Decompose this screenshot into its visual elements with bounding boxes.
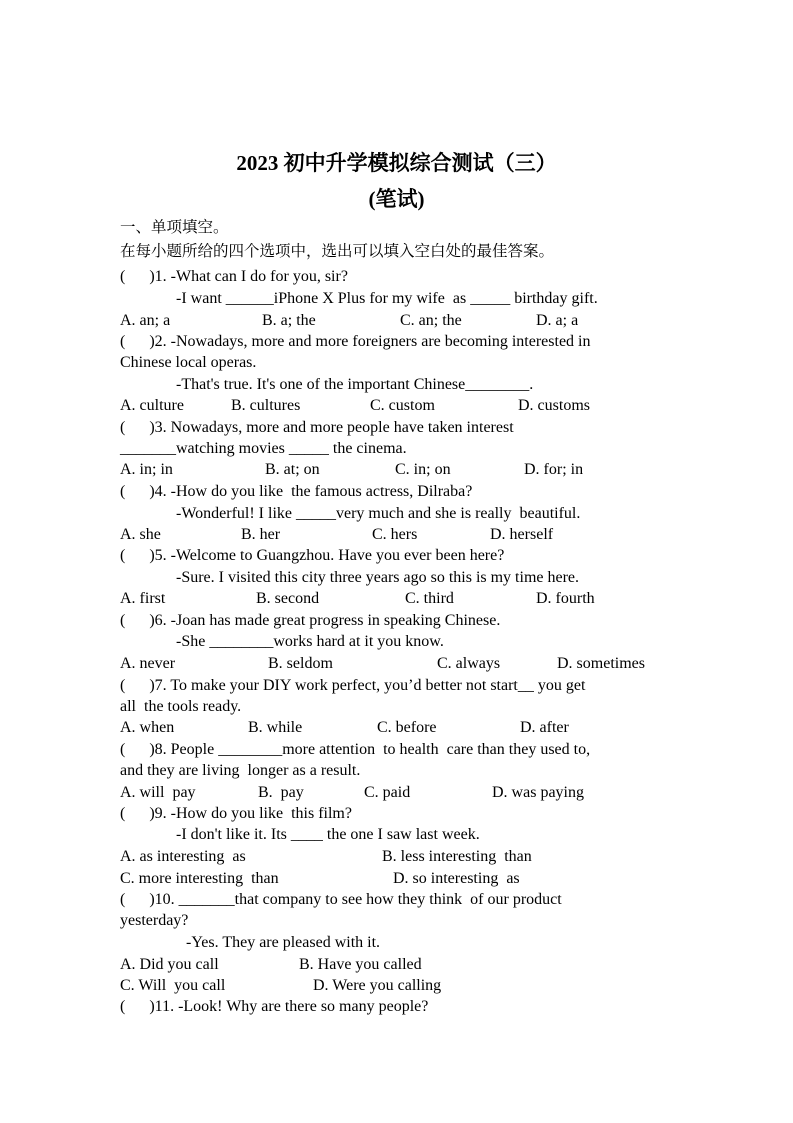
question-2-option-c: C. custom: [370, 397, 435, 414]
question-5-option-b: B. second: [256, 590, 320, 607]
question-5-option-c: C. third: [405, 590, 454, 607]
question-10-line3: -Yes. They are pleased with it.: [186, 934, 381, 951]
question-3-option-c: C. in; on: [395, 461, 451, 478]
question-8-option-b: B. pay: [258, 784, 304, 801]
question-6-line2: -She ________works hard at it you know.: [176, 633, 444, 650]
question-4-option-c: C. hers: [372, 526, 418, 543]
question-9-option-a: A. as interesting as: [120, 848, 246, 865]
question-3-option-b: B. at; on: [265, 461, 320, 478]
question-9-option-c: C. more interesting than: [120, 870, 279, 887]
question-1-option-d: D. a; a: [536, 312, 579, 329]
question-6-option-c: C. always: [437, 655, 501, 672]
question-8-line2: and they are living longer as a result.: [120, 762, 361, 779]
exam-title: 2023 初中升学模拟综合测试（三）: [236, 151, 557, 175]
question-2-line2: Chinese local operas.: [120, 354, 257, 371]
question-5-option-a: A. first: [120, 590, 166, 607]
question-9-option-b: B. less interesting than: [382, 848, 532, 865]
question-8-stem: ( )8. People ________more attention to health care than they used to,: [120, 741, 591, 758]
question-1-line2: -I want ______iPhone X Plus for my wife as _____ birthday gift.: [176, 290, 598, 307]
section-instruction: 在每小题所给的四个选项中，选出可以填入空白处的最佳答案。: [120, 242, 555, 260]
question-7-option-c: C. before: [377, 719, 437, 736]
question-10-option-c: C. Will you call: [120, 977, 226, 994]
question-2-option-d: D. customs: [518, 397, 590, 414]
question-7-option-b: B. while: [248, 719, 303, 736]
question-7-option-a: A. when: [120, 719, 175, 736]
question-7-option-d: D. after: [520, 719, 569, 736]
question-2-line3: -That's true. It's one of the important Chinese________.: [176, 376, 534, 393]
question-3-option-a: A. in; in: [120, 461, 173, 478]
question-2-option-a: A. culture: [120, 397, 184, 414]
exam-subtitle: (笔试): [368, 187, 425, 211]
question-10-option-b: B. Have you called: [299, 956, 422, 973]
question-10-option-d: D. Were you calling: [313, 977, 442, 994]
question-10-stem: ( )10. _______that company to see how they think of our product: [120, 891, 562, 908]
question-4-option-a: A. she: [120, 526, 161, 543]
question-6-option-d: D. sometimes: [557, 655, 645, 672]
question-1-option-b: B. a; the: [262, 312, 316, 329]
question-11-stem: ( )11. -Look! Why are there so many people?: [120, 998, 429, 1015]
question-6-option-b: B. seldom: [268, 655, 333, 672]
question-5-stem: ( )5. -Welcome to Guangzhou. Have you ever been here?: [120, 547, 505, 564]
question-5-option-d: D. fourth: [536, 590, 595, 607]
question-4-stem: ( )4. -How do you like the famous actress, Dilraba?: [120, 483, 473, 500]
question-1-option-a: A. an; a: [120, 312, 171, 329]
question-6-option-a: A. never: [120, 655, 176, 672]
question-4-line2: -Wonderful! I like _____very much and she is really beautiful.: [176, 505, 581, 522]
question-3-stem: ( )3. Nowadays, more and more people have taken interest: [120, 419, 514, 436]
question-9-stem: ( )9. -How do you like this film?: [120, 805, 352, 822]
question-2-stem: ( )2. -Nowadays, more and more foreigners are becoming interested in: [120, 333, 591, 350]
question-6-stem: ( )6. -Joan has made great progress in speaking Chinese.: [120, 612, 501, 629]
question-1-option-c: C. an; the: [400, 312, 462, 329]
question-8-option-d: D. was paying: [492, 784, 584, 801]
section-heading: 一、单项填空。: [120, 218, 229, 236]
question-8-option-a: A. will pay: [120, 784, 196, 801]
question-9-option-d: D. so interesting as: [393, 870, 520, 887]
question-2-option-b: B. cultures: [231, 397, 301, 414]
question-1-stem: ( )1. -What can I do for you, sir?: [120, 268, 348, 285]
question-5-line2: -Sure. I visited this city three years ago so this is my time here.: [176, 569, 580, 586]
question-10-option-a: A. Did you call: [120, 956, 219, 973]
question-4-option-b: B. her: [241, 526, 281, 543]
question-7-line2: all the tools ready.: [120, 698, 242, 715]
question-3-option-d: D. for; in: [524, 461, 584, 478]
question-3-line2: _______watching movies _____ the cinema.: [120, 440, 407, 457]
question-10-line2: yesterday?: [120, 912, 189, 929]
question-7-stem: ( )7. To make your DIY work perfect, you’d better not start__ you get: [120, 677, 586, 694]
question-8-option-c: C. paid: [364, 784, 411, 801]
question-4-option-d: D. herself: [490, 526, 554, 543]
question-9-line2: -I don't like it. Its ____ the one I saw last week.: [176, 826, 480, 843]
